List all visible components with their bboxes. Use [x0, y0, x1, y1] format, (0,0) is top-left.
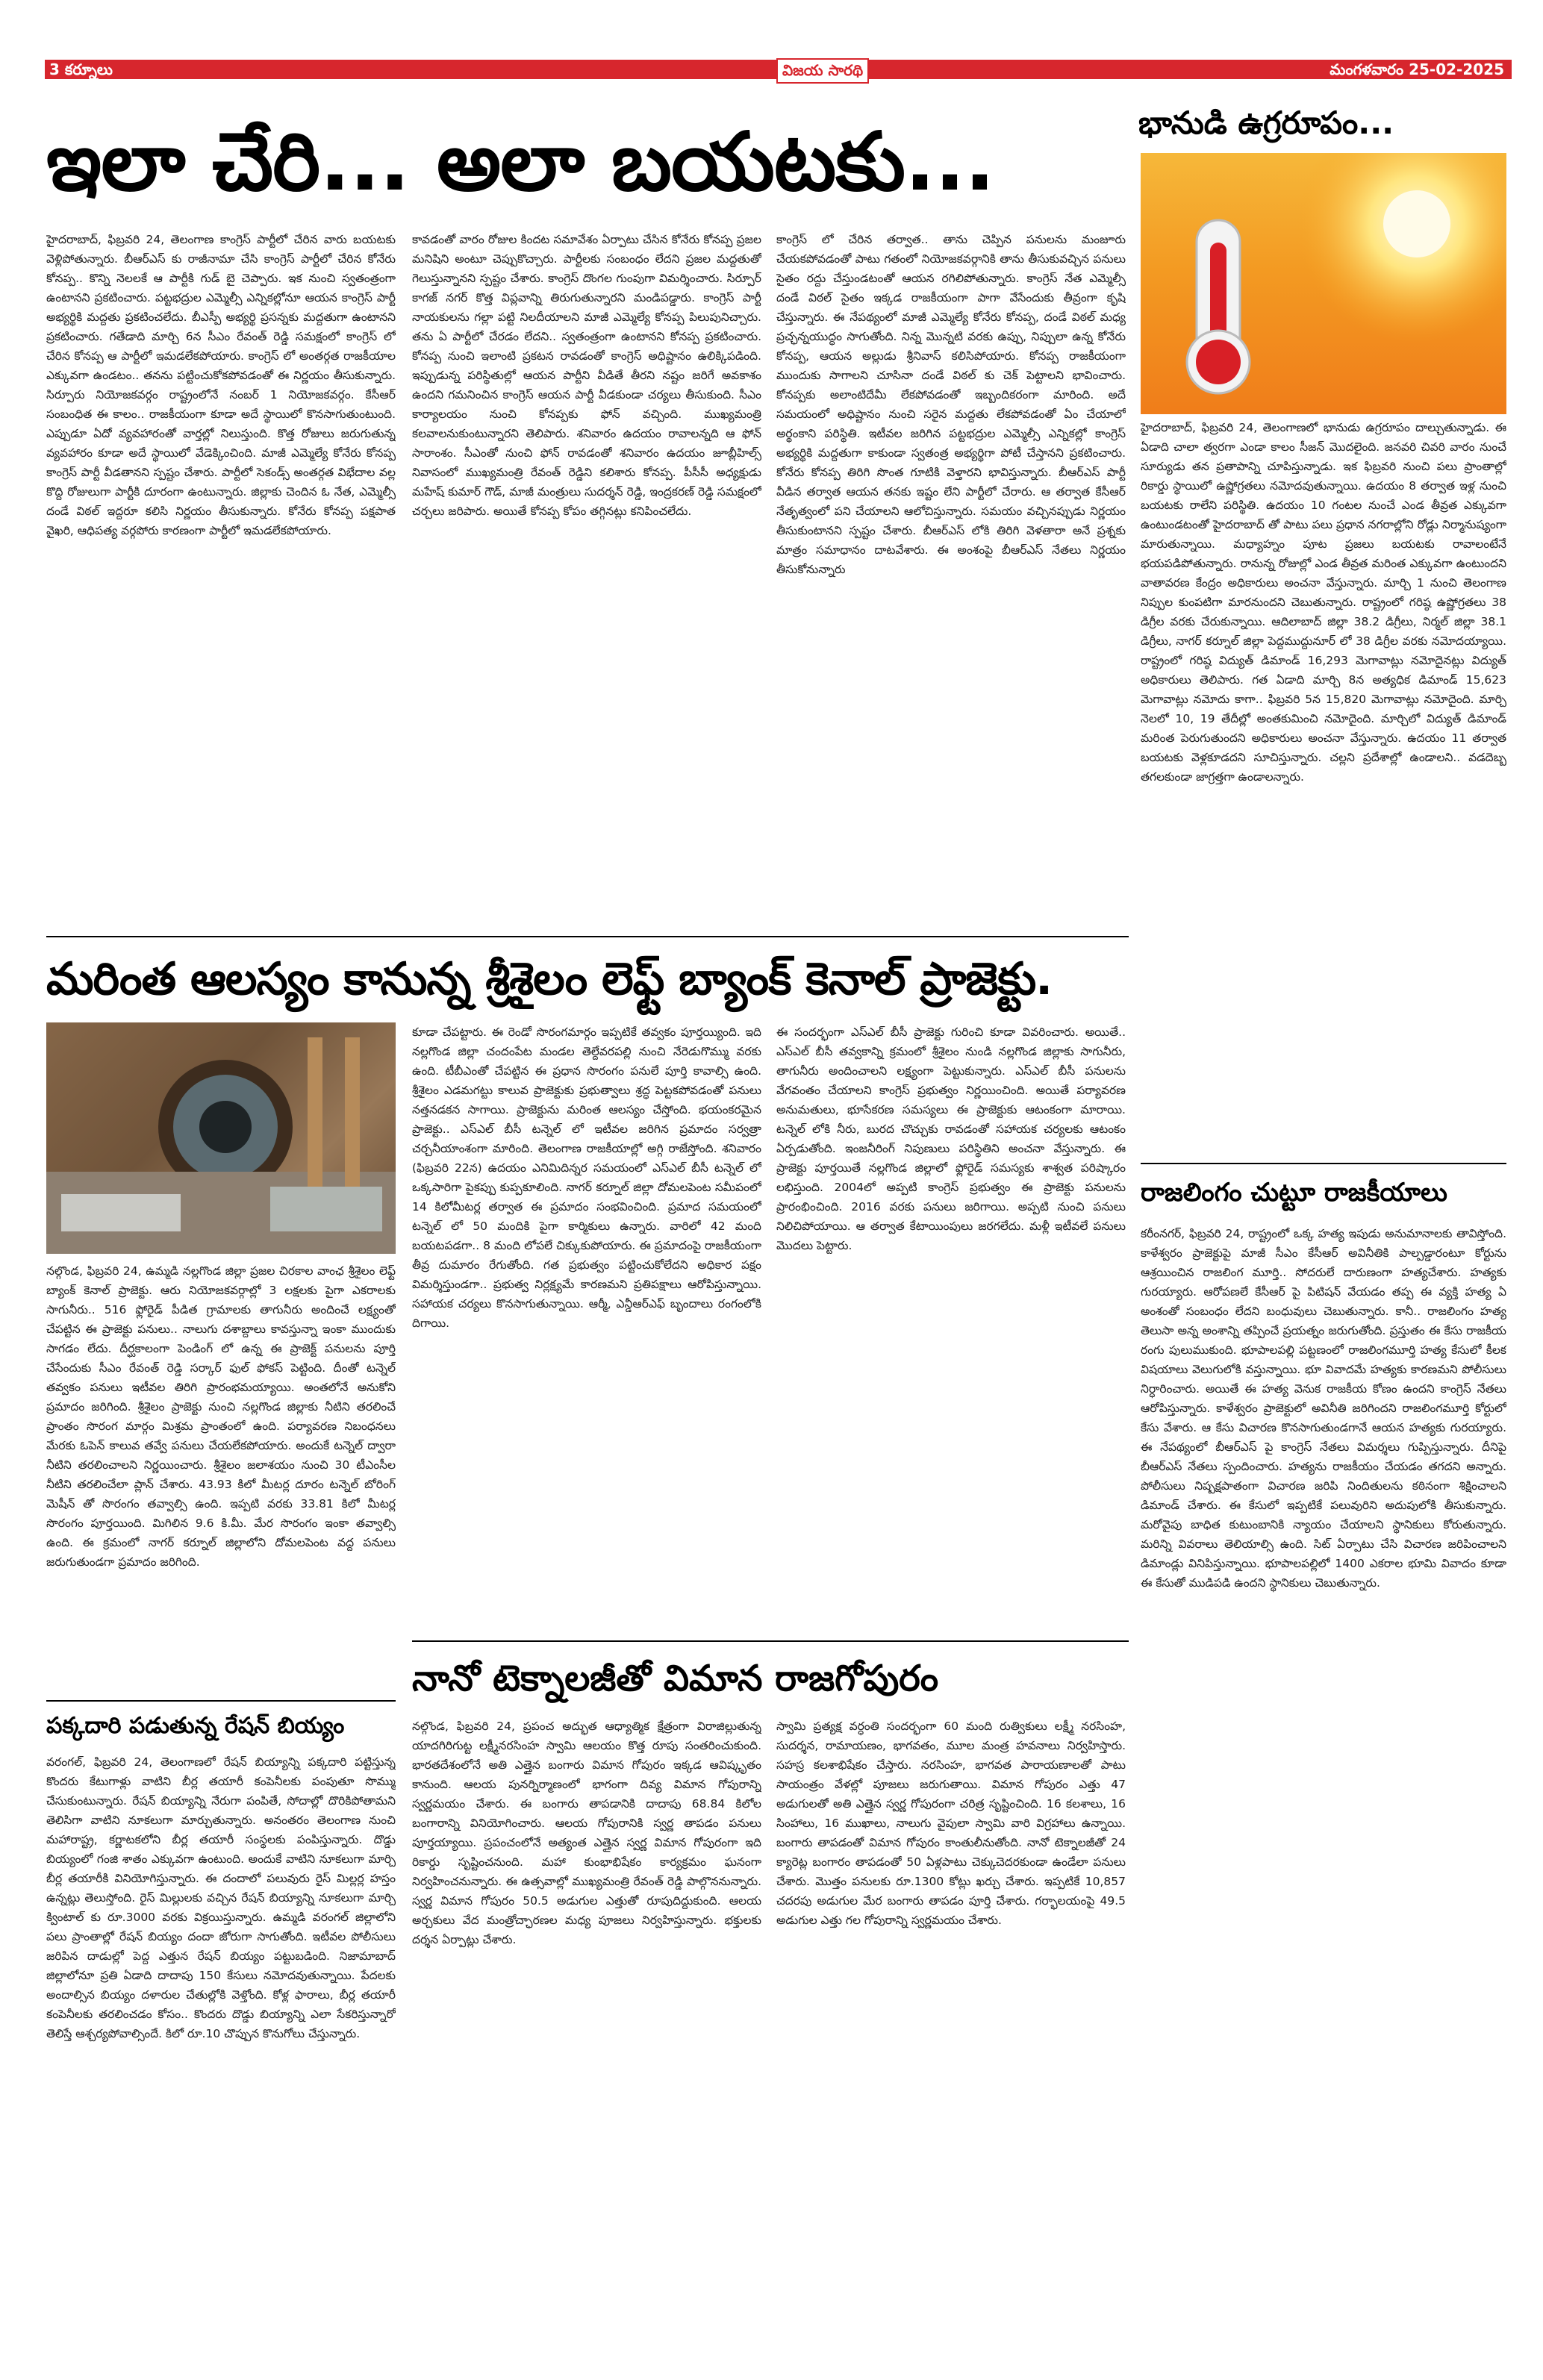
- story1-column-2: కావడంతో వారం రోజుల కిందట సమావేశం ఏర్పాటు చేసిన కోనేరు కోనప్ప ప్రజల మనిషిని అంటూ చెప్పుకొచ్చారు. పార్టీలకు సంబంధం లేదని ప్రజల మద్దతుతో గెలుస్తున్నానని స్పష్టం చేశారు. కాంగ్రెస్ దొంగల గుంపుగా విమర్శించారు. సిర్పూర్ కాగజ్ నగర్ కొత్త విప్లవాన్ని తిరుగుతున్నారని మండిపడ్డారు. కాంగ్రెస్ పార్టీ నాయకులను గల్లా పట్టి నిలదీయాలని మాజీ ఎమ్మెల్యే కోనప్ప పిలుపునిచ్చారు. తను ఏ పార్టీలో చేరడం లేదని.. స్వతంత్రంగా ఉంటానని కోనప్ప ప్రకటించారు. కోనప్ప నుంచి ఇలాంటి ప్రకటన రావడంతో కాంగ్రెస్ అధిష్టానం ఉలిక్కిపడింది. ఇప్పుడున్న పరిస్థితుల్లో ఆయన పార్టీని వీడితే తీరని నష్టం జరిగే అవకాశం ఉందని గమనించిన కాంగ్రెస్ ఆయన పార్టీ వీడకుండా చర్యలు తీసుకుంది. సీఎం కార్యాలయం నుంచి కోనప్పకు ఫోన్ వచ్చింది. ముఖ్యమంత్రి కలవాలనుకుంటున్నారని తెలిపారు. శనివారం ఉదయం రావాలన్నది ఆ ఫోన్ సారాంశం. సీఎంతో నుంచి ఫోన్ రావడంతో శనివారం ఉదయం జూబ్లీహిల్స్ నివాసంలో ముఖ్యమంత్రి రేవంత్ రెడ్డిని కలిశారు కోనప్ప. పీసీసీ అధ్యక్షుడు మహేష్ కుమార్ గౌడ్, మాజీ మంత్రులు సుదర్శన్ రెడ్డి, ఇంద్రకరణ్ రెడ్డి సమక్షంలో చర్చలు జరిపారు. అయితే కోనప్ప కోపం తగ్గినట్లు కనిపించలేదు.: [412, 233, 761, 518]
- newspaper-brand: విజయ సారథి: [776, 58, 869, 84]
- story2-column-1: నల్గొండ, ఫిబ్రవరి 24, ఉమ్మడి నల్లగొండ జిల్లా ప్రజల చిరకాల వాంఛ శ్రీశైలం లెఫ్ట్ బ్యాంక్ కెనాల్ ప్రాజెక్టు. ఆరు నియోజకవర్గాల్లో 3 లక్షలకు పైగా ఎకరాలకు సాగునీరు.. 516 ఫ్లోరైడ్ పీడిత గ్రామాలకు తాగునీరు అందించే లక్ష్యంతో చేపట్టిన ఈ ప్రాజెక్టు పనులు.. నాలుగు దశాబ్దాలు కావస్తున్నా ఇంకా ముందుకు సాగడం లేదు. దీర్ఘకాలంగా పెండింగ్ లో ఉన్న ఈ ప్రాజెక్ట్ పనులను పూర్తి చేసేందుకు సీఎం రేవంత్ రెడ్డి సర్కార్ ఫుల్ ఫోకస్ పెట్టింది. దీంతో టన్నెల్ తవ్వకం పనులు ఇటీవల తిరిగి ప్రారంభమయ్యాయి. అంతలోనే అనుకోని ప్రమాదం జరిగింది. శ్రీశైలం ప్రాజెక్టు నుంచి నల్లగొండ జిల్లాకు నీటిని తరలించే ప్రాంతం సొరంగ మార్గం మిశ్రమ ప్రాంతంలో ఉంది. పర్యావరణ నిబంధనలు మేరకు ఓపెన్ కాలువ తవ్వే పనులు చేయలేకపోయారు. అందుకే టన్నెల్ ద్వారా నీటిని తరలించాలని నిర్ణయించారు. శ్రీశైలం జలాశయం నుంచి 30 టీఎంసీల నీటిని తరలించేలా ప్లాన్ చేశారు. 43.93 కిలో మీటర్ల దూరం టన్నెల్ బోరింగ్ మెషీన్ తో సొరంగం తవ్వాల్సి ఉంది. ఇప్పటి వరకు 33.81 కిలో మీటర్ల సొరంగం పూర్తయింది. మిగిలిన 9.6 కి.మీ. మేర సొరంగం ఇంకా తవ్వాల్సి ఉంది. ఈ క్రమంలో నాగర్ కర్నూల్ జిల్లాలోని దోమలపెంట వద్ద పనులు జరుగుతుండగా ప్రమాదం జరిగింది.: [46, 1264, 396, 1569]
- issue-date: మంగళవారం 25-02-2025: [1330, 60, 1504, 78]
- divider: [1141, 1163, 1506, 1164]
- story1-headline: ఇలా చేరి... అలా బయటకు...: [46, 116, 995, 209]
- story5-column-1: నల్గొండ, ఫిబ్రవరి 24, ప్రపంచ అద్భుత ఆధ్యాత్మిక క్షేత్రంగా విరాజిల్లుతున్న యాదగిరిగుట్ట లక్ష్మీనరసింహ స్వామి ఆలయం కొత్త రూపు సంతరించుకుంది. భారతదేశంలోనే అతి ఎత్తైన బంగారు విమాన గోపురం ఇక్కడ ఆవిష్కృతం కానుంది. ఆలయ పునర్నిర్మాణంలో భాగంగా దివ్య విమాన గోపురాన్ని స్వర్ణమయం చేశారు. ఈ బంగారు తాపడానికి దాదాపు 68.84 కిలోల బంగారాన్ని వినియోగించారు. ఆలయ గోపురానికి స్వర్ణ తాపడం పనులు పూర్తయ్యాయి. ప్రపంచంలోనే అత్యంత ఎత్తైన స్వర్ణ విమాన గోపురంగా ఇది రికార్డు సృష్టించనుంది. మహా కుంభాభిషేకం కార్యక్రమం ఘనంగా నిర్వహించనున్నారు. ఈ ఉత్సవాల్లో ముఖ్యమంత్రి రేవంత్ రెడ్డి పాల్గొననున్నారు. స్వర్ణ విమాన గోపురం 50.5 అడుగుల ఎత్తుతో రూపుదిద్దుకుంది. ఆలయ అర్చకులు వేద మంత్రోచ్ఛారణల మధ్య పూజలు నిర్వహిస్తున్నారు. భక్తులకు దర్శన ఏర్పాట్లు చేశారు.: [412, 1720, 761, 1946]
- weather-body: హైదరాబాద్, ఫిబ్రవరి 24, తెలంగాణలో భానుడు ఉగ్రరూపం దాల్చుతున్నాడు. ఈ ఏడాది చాలా త్వరగా ఎండా కాలం సీజన్ మొదలైంది. జనవరి చివరి వారం నుంచే సూర్యుడు తన ప్రతాపాన్ని చూపిస్తున్నాడు. ఇక ఫిబ్రవరి నుంచి పలు ప్రాంతాల్లో రికార్డు స్థాయిలో ఉష్ణోగ్రతలు నమోదవుతున్నాయి. ఉదయం 8 తర్వాత ఇళ్ల నుంచి బయటకు రాలేని పరిస్థితి. ఉదయం 10 గంటల నుంచే ఎండ తీవ్రత ఎక్కువగా ఉంటుండటంతో హైదరాబాద్ తో పాటు పలు ప్రధాన నగరాల్లోని రోడ్లు నిర్మానుష్యంగా మారుతున్నాయి. మధ్యాహ్నం పూట ప్రజలు బయటకు రావాలంటేనే భయపడిపోతున్నారు. రానున్న రోజుల్లో ఎండ తీవ్రత మరింత ఎక్కువగా ఉంటుందని వాతావరణ కేంద్రం అధికారులు అంచనా వేస్తున్నారు. మార్చి 1 నుంచి తెలంగాణ నిప్పుల కుంపటిగా మారనుందని చెబుతున్నారు. రాష్ట్రంలో గరిష్ఠ ఉష్ణోగ్రతలు 38 డిగ్రీల వరకు చేరుకున్నాయి. ఆదిలాబాద్ జిల్లా 38.2 డిగ్రీలు, నిర్మల్ జిల్లా 38.1 డిగ్రీలు, నాగర్ కర్నూల్ జిల్లా పెద్దముద్దునూర్ లో 38 డిగ్రీల వరకు నమోదయ్యాయి. రాష్ట్రంలో గరిష్ఠ విద్యుత్ డిమాండ్ 16,293 మెగావాట్లు నమోదైనట్లు విద్యుత్ అధికారులు తెలిపారు. గత ఏడాది మార్చి 8న అత్యధిక డిమాండ్ 15,623 మెగావాట్లు నమోదు కాగా.. ఫిబ్రవరి 5న 15,820 మెగావాట్లు నమోదైంది. మార్చి నెలలో 10, 19 తేదీల్లో అంతకుమించి నమోదైంది. మార్చిలో విద్యుత్ డిమాండ్ మరింత పెరుగుతుందని అధికారులు అంచనా వేస్తున్నారు. ఉదయం 11 తర్వాత బయటకు వెళ్లకూడదని సూచిస్తున్నారు. చల్లని ప్రదేశాల్లో ఉండాలని.. వడదెబ్బ తగలకుండా జాగ్రత్తగా ఉండాలన్నారు.: [1141, 421, 1506, 784]
- story1-column-1: హైదరాబాద్, ఫిబ్రవరి 24, తెలంగాణ కాంగ్రెస్ పార్టీలో చేరిన వారు బయటకు వెళ్లిపోతున్నారు. బీఆర్ఎస్ కు రాజీనామా చేసి కాంగ్రెస్ పార్టీలో చేరిన కోనేరు కోనప్ప.. కొన్ని నెలలకే ఆ పార్టీకి గుడ్ బై చెప్పారు. ఇక నుంచి స్వతంత్రంగా ఉంటానని ప్రకటించారు. పట్టభద్రుల ఎమ్మెల్సీ ఎన్నికల్లోనూ ఆయన కాంగ్రెస్ పార్టీ అభ్యర్థికి మద్దతు ప్రకటించలేదు. బీఎస్పీ అభ్యర్థి ప్రసన్నకు మద్దతుగా ఉంటానని ప్రకటించారు. గతేడాది మార్చి 6న సీఎం రేవంత్ రెడ్డి సమక్షంలో కాంగ్రెస్ లో చేరిన కోనప్ప ఆ పార్టీలో ఇమడలేకపోయారు. కాంగ్రెస్ లో అంతర్గత రాజకీయాల ఎక్కువగా ఉండటం.. తనను పట్టించుకోకపోవడంతో ఈ నిర్ణయం తీసుకున్నారు. సిర్పూరు నియోజకవర్గం రాష్ట్రంలోనే నంబర్ 1 నియోజకవర్గం. కేసీఆర్ సంబంధిత ఈ కాలం.. రాజకీయంగా కూడా అదే స్థాయిలో కొనసాగుతుంటుంది. ఎప్పుడూ ఏదో వ్యవహారంతో వార్తల్లో నిలుస్తుంది. కొత్త రోజులు జరుగుతున్న వ్యవహారం కూడా అదే స్థాయిలో వేడెక్కించింది. మాజీ ఎమ్మెల్యే కోనేరు కోనప్ప కాంగ్రెస్ పార్టీ వీడతానని స్పష్టం చేశారు. పార్టీలో సెకండ్స్ అంతర్గత విభేదాల వల్ల కొద్ది రోజులుగా పార్టీకి దూరంగా ఉంటున్నారు. జిల్లాకు చెందిన ఓ నేత, ఎమ్మెల్సీ దండే విఠల్ ఇద్దరూ కలిసి నిర్ణయం తీసుకున్నారు. కోనేరు కోనప్ప పక్షపాత వైఖరి, ఆధిపత్య వర్గపోరు కారణంగా పార్టీలో ఇమడలేకపోయారు.: [46, 233, 396, 537]
- thermometer-icon: [1187, 220, 1250, 393]
- weather-headline: భానుడి ఉగ్రరూపం...: [1138, 104, 1394, 141]
- heatwave-illustration: [1141, 153, 1506, 414]
- story4-body: వరంగల్, ఫిబ్రవరి 24, తెలంగాణలో రేషన్ బియ్యాన్ని పక్కదారి పట్టిస్తున్న కొందరు కేటుగాళ్లు వాటిని బీర్ల తయారీ కంపెనీలకు పంపుతూ సొమ్ము చేసుకుంటున్నారు. రేషన్ బియ్యాన్ని నేరుగా పంపితే, సోదాల్లో దొరికిపోతామని తెలిసిగా వాటిని నూకలుగా మార్చుతున్నారు. అనంతరం తెలంగాణ నుంచి మహారాష్ట్ర, కర్ణాటకలోని బీర్ల తయారీ సంస్థలకు పంపిస్తున్నారు. దొడ్డు బియ్యంలో గంజి శాతం ఎక్కువగా ఉంటుంది. అందుకే వాటిని నూకలుగా మార్చి బీర్ల తయారీకి వినియోగిస్తున్నారు. ఈ దందాలో పలువురు రైస్ మిల్లర్ల హస్తం ఉన్నట్లు తెలుస్తోంది. రైస్ మిల్లులకు వచ్చిన రేషన్ బియ్యాన్ని నూకలుగా మార్చి క్వింటాల్ కు రూ.3000 వరకు విక్రయిస్తున్నారు. ఉమ్మడి వరంగల్ జిల్లాలోని పలు ప్రాంతాల్లో రేషన్ బియ్యం దందా జోరుగా సాగుతోంది. ఇటీవల పోలీసులు జరిపిన దాడుల్లో పెద్ద ఎత్తున రేషన్ బియ్యం పట్టుబడింది. నిజామాబాద్ జిల్లాలోనూ ప్రతి ఏడాది దాదాపు 150 కేసులు నమోదవుతున్నాయి. పేదలకు అందాల్సిన బియ్యం దళారుల చేతుల్లోకి వెళ్తోంది. కోళ్ల ఫారాలు, బీర్ల తయారీ కంపెనీలకు తరలించడం కోసం.. కొందరు దొడ్డు బియ్యాన్ని ఎలా సేకరిస్తున్నారో తెలిస్తే ఆశ్చర్యపోవాల్సిందే. కిలో రూ.10 చొప్పున కొనుగోలు చేస్తున్నారు.: [46, 1755, 396, 2040]
- divider: [46, 936, 1129, 937]
- tunnel-photo: [46, 1022, 396, 1254]
- divider: [412, 1640, 1129, 1642]
- story3-headline: రాజలింగం చుట్టూ రాజకీయాలు: [1141, 1178, 1447, 1208]
- story2-headline: మరింత ఆలస్యం కానున్న శ్రీశైలం లెఫ్ట్ బ్యాంక్ కెనాల్ ప్రాజెక్టు.: [46, 953, 1052, 1005]
- story5-headline: నానో టెక్నాలజీతో విమాన రాజగోపురం: [412, 1658, 939, 1699]
- page-header-bar: [45, 60, 1512, 79]
- page-label: 3 కర్నూలు: [49, 60, 113, 78]
- story1-column-3: కాంగ్రెస్ లో చేరిన తర్వాత.. తాను చెప్పిన పనులను మంజూరు చేయకపోవడంతో పాటు గతంలో నియోజకవర్గానికి తాను తీసుకువచ్చిన పనులు సైతం రద్దు చేస్తుండటంతో ఆయన రగిలిపోతున్నారు. కాంగ్రెస్ నేత ఎమ్మెల్సీ దండే విఠల్ సైతం ఇక్కడ రాజకీయంగా పాగా వేసేందుకు తీవ్రంగా కృషి చేస్తున్నారు. ఈ నేపథ్యంలో మాజీ ఎమ్మెల్యే కోనేరు కోనప్ప, దండే విఠల్ మధ్య ప్రచ్ఛన్నయుద్ధం సాగుతోంది. నిన్న మొన్నటి వరకు ఉప్పు, నిప్పులా ఉన్న కోనేరు కోనప్ప, ఆయన అల్లుడు శ్రీనివాస్ కలిసిపోయారు. కోనప్ప రాజకీయంగా ముందుకు సాగాలని చూసినా దండే విఠల్ కు చెక్ పెట్టాలని భావించారు. కోనప్పకు అలాంటిదేమీ లేకపోవడంతో ఇబ్బందికరంగా మారింది. అదే సమయంలో అధిష్టానం నుంచి సరైన మద్దతు లేకపోవడంతో ఏం చేయాలో అర్థంకాని పరిస్థితి. ఇటీవల జరిగిన పట్టభద్రుల ఎమ్మెల్సీ ఎన్నికల్లో కాంగ్రెస్ అభ్యర్థికి మద్దతుగా కాకుండా స్వతంత్ర అభ్యర్థిగా పోటీ చేస్తానని ప్రకటించారు. కోనేరు కోనప్ప తిరిగి సొంత గూటికి వెళ్తారని భావిస్తున్నారు. బీఆర్ఎస్ పార్టీ వీడిన తర్వాత ఆయన తనకు ఇష్టం లేని పార్టీలో చేరారు. ఆ తర్వాత కేసీఆర్ నేతృత్వంలో పని చేయాలని ఆలోచిస్తున్నారు. సమయం వచ్చినప్పుడు నిర్ణయం తీసుకుంటానని స్పష్టం చేశారు. బీఆర్ఎస్ లోకి తిరిగి వెళతారా అనే ప్రశ్నకు మాత్రం సమాధానం దాటవేశారు. ఈ అంశంపై బీఆర్ఎస్ నేతలు నిర్ణయం తీసుకోనున్నారు: [776, 233, 1126, 576]
- divider: [46, 1700, 396, 1702]
- story2-column-2: కూడా చేపట్టారు. ఈ రెండో సొరంగమార్గం ఇప్పటికే తవ్వకం పూర్తయ్యింది. ఇది నల్లగొండ జిల్లా చందంపేట మండల తెల్దేవరపల్లి నుంచి నేరెడుగొమ్ము వరకు ఉంది. టీబీఎంతో చేపట్టిన ఈ ప్రధాన సొరంగం పనులే పూర్తి కావాల్సి ఉంది. శ్రీశైలం ఎడమగట్టు కాలువ ప్రాజెక్టుకు ప్రభుత్వాలు శ్రద్ధ పెట్టకపోవడంతో పనులు నత్తనడకన సాగాయి. ప్రాజెక్టును మరింత ఆలస్యం చేస్తోంది. భయంకరమైన ప్రాజెక్టు.. ఎస్ఎల్ బీసీ టన్నెల్ లో ఇటీవల జరిగిన ప్రమాదం సర్వత్రా చర్చనీయాంశంగా మారింది. తెలంగాణ రాజకీయాల్లో అగ్గి రాజేస్తోంది. శనివారం (ఫిబ్రవరి 22న) ఉదయం ఎనిమిదిన్నర సమయంలో ఎస్ఎల్ బీసీ టన్నెల్ లో ఒక్కసారిగా పైకప్పు కుప్పకూలింది. నాగర్ కర్నూల్ జిల్లా దోమలపెంట సమీపంలో 14 కిలోమీటర్ల తర్వాత ఈ ప్రమాదం సంభవించింది. ప్రమాద సమయంలో టన్నెల్ లో 50 మందికి పైగా కార్మికులు ఉన్నారు. వారిలో 42 మంది బయటపడగా.. 8 మంది లోపలే చిక్కుకుపోయారు. ఈ ప్రమాదంపై రాజకీయంగా తీవ్ర దుమారం రేగుతోంది. గత ప్రభుత్వం పట్టించుకోలేదని అధికార పక్షం విమర్శిస్తుండగా.. ప్రభుత్వ నిర్లక్ష్యమే కారణమని ప్రతిపక్షాలు ఆరోపిస్తున్నాయి. సహాయక చర్యలు కొనసాగుతున్నాయి. ఆర్మీ, ఎన్డీఆర్ఎఫ్ బృందాలు రంగంలోకి దిగాయి.: [412, 1025, 761, 1330]
- story5-column-2: స్వామి ప్రత్యక్ష వర్ధంతి సందర్భంగా 60 మంది రుత్వికులు లక్ష్మీ నరసింహ, సుదర్శన, రామాయణం, భాగవతం, మూల మంత్ర హవనాలు నిర్వహిస్తారు. సహస్ర కలశాభిషేకం చేస్తారు. నరసింహ, భాగవత పారాయణాలతో పాటు సాయంత్రం వేళల్లో పూజలు జరుగుతాయి. విమాన గోపురం ఎత్తు 47 అడుగులతో అతి ఎత్తైన స్వర్ణ గోపురంగా చరిత్ర సృష్టించింది. 16 కలశాలు, 16 సింహాలు, 16 ముఖాలు, నాలుగు వైపులా స్వామి వారి విగ్రహాలు ఉన్నాయి. బంగారు తాపడంతో విమాన గోపురం కాంతులీనుతోంది. నానో టెక్నాలజీతో 24 క్యారెట్ల బంగారం తాపడంతో 50 ఏళ్లపాటు చెక్కుచెదరకుండా ఉండేలా పనులు చేశారు. మొత్తం పనులకు రూ.1300 కోట్లు ఖర్చు చేశారు. ఇప్పటికే 10,857 చదరపు అడుగుల మేర బంగారు తాపడం పూర్తి చేశారు. గర్భాలయంపై 49.5 అడుగుల ఎత్తు గల గోపురాన్ని స్వర్ణమయం చేశారు.: [776, 1720, 1126, 1927]
- story3-body: కరీంనగర్, ఫిబ్రవరి 24, రాష్ట్రంలో ఒక్క హత్య ఇపుడు అనుమానాలకు తావిస్తోంది. కాళేశ్వరం ప్రాజెక్టుపై మాజీ సీఎం కేసీఆర్ అవినీతికి పాల్పడ్డారంటూ కోర్టును ఆశ్రయించిన రాజలింగ మూర్తి.. సోదరులే దారుణంగా హత్యచేశారు. హత్యకు గురయ్యారు. ఆరోపణలే కేసీఆర్ పై పిటిషన్ వేయడం తప్ప ఈ వ్యక్తి హత్య ఏ అంశంతో సంబంధం లేదని బంధువులు చెబుతున్నారు. కానీ.. రాజలింగం హత్య తెలుసా అన్న అంశాన్ని తప్పించే ప్రయత్నం జరుగుతోంది. ప్రస్తుతం ఈ కేసు రాజకీయ రంగు పులుముకుంది. భూపాలపల్లి పట్టణంలో రాజలింగమూర్తి హత్య కేసులో కీలక విషయాలు వెలుగులోకి వస్తున్నాయి. భూ వివాదమే హత్యకు కారణమని పోలీసులు నిర్ధారించారు. అయితే ఈ హత్య వెనుక రాజకీయ కోణం ఉందని కాంగ్రెస్ నేతలు ఆరోపిస్తున్నారు. కాళేశ్వరం ప్రాజెక్టులో అవినీతి జరిగిందని రాజలింగమూర్తి కోర్టులో కేసు వేశారు. ఆ కేసు విచారణ కొనసాగుతుండగానే ఆయన హత్యకు గురయ్యారు. ఈ నేపథ్యంలో బీఆర్ఎస్ పై కాంగ్రెస్ నేతలు విమర్శలు గుప్పిస్తున్నారు. దీనిపై బీఆర్ఎస్ నేతలు స్పందించారు. హత్యను రాజకీయం చేయడం తగదని అన్నారు. పోలీసులు నిష్పక్షపాతంగా విచారణ జరిపి నిందితులను కఠినంగా శిక్షించాలని డిమాండ్ చేశారు. ఈ కేసులో ఇప్పటికే పలువురిని అదుపులోకి తీసుకున్నారు. మరోవైపు బాధిత కుటుంబానికి న్యాయం చేయాలని స్థానికులు కోరుతున్నారు. మరిన్ని వివరాలు తెలియాల్సి ఉంది. సిట్ ఏర్పాటు చేసి విచారణ జరిపించాలని డిమాండ్లు వినిపిస్తున్నాయి. భూపాలపల్లిలో 1400 ఎకరాల భూమి వివాదం కూడా ఈ కేసుతో ముడిపడి ఉందని స్థానికులు చెబుతున్నారు.: [1141, 1227, 1506, 1590]
- story2-column-3: ఈ సందర్భంగా ఎస్ఎల్ బీసీ ప్రాజెక్టు గురించి కూడా వివరించారు. అయితే.. ఎస్ఎల్ బీసీ తవ్వకాన్ని క్రమంలో శ్రీశైలం నుండి నల్లగొండ జిల్లాకు సాగునీరు, తాగునీరు అందించాలని లక్ష్యంగా పెట్టుకున్నారు. ఎస్ఎల్ బీసీ పనులను వేగవంతం చేయాలని కాంగ్రెస్ ప్రభుత్వం నిర్ణయించింది. అయితే పర్యావరణ అనుమతులు, భూసేకరణ సమస్యలు ఈ ప్రాజెక్టుకు ఆటంకంగా మారాయి. టన్నెల్ లోకి నీరు, బురద చొచ్చుకు రావడంతో సహాయక చర్యలకు ఆటంకం ఏర్పడుతోంది. ఇంజనీరింగ్ నిపుణులు పరిస్థితిని అంచనా వేస్తున్నారు. ఈ ప్రాజెక్టు పూర్తయితే నల్లగొండ జిల్లాలో ఫ్లోరైడ్ సమస్యకు శాశ్వత పరిష్కారం లభిస్తుంది. 2004లో అప్పటి కాంగ్రెస్ ప్రభుత్వం ఈ ప్రాజెక్టు పనులను ప్రారంభించింది. 2016 వరకు పనులు జరిగాయి. అప్పటి నుంచి పనులు నిలిచిపోయాయి. ఆ తర్వాత కేటాయింపులు జరగలేదు. మళ్లీ ఇటీవలే పనులు మొదలు పెట్టారు.: [776, 1025, 1126, 1252]
- story4-headline: పక్కదారి పడుతున్న రేషన్ బియ్యం: [46, 1713, 345, 1739]
